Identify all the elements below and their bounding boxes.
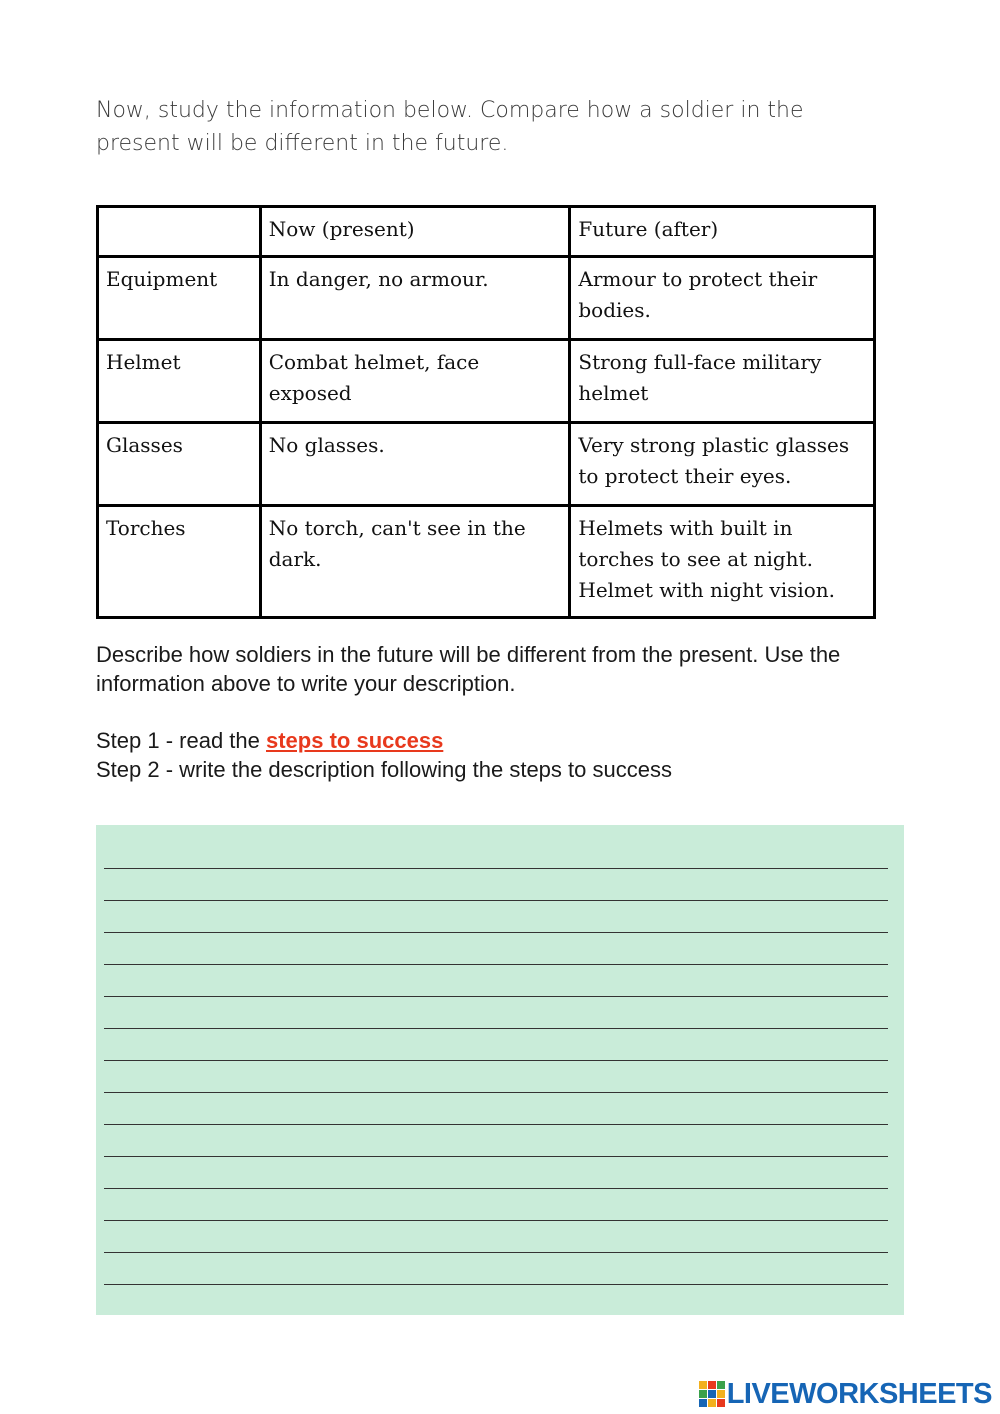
answer-line[interactable] xyxy=(104,1253,888,1285)
comparison-table xyxy=(96,205,876,619)
future-cell: Strong full-face military helmet xyxy=(570,340,875,423)
table-header-row xyxy=(98,207,875,257)
table-row xyxy=(98,506,875,618)
liveworksheets-logo-icon xyxy=(699,1381,725,1407)
now-cell: In danger, no armour. xyxy=(260,257,570,340)
future-line: Helmets with built in torches to see at night. xyxy=(578,516,813,571)
table-row xyxy=(98,423,875,506)
table-row xyxy=(98,257,875,340)
future-cell: Very strong plastic glasses to protect their eyes. xyxy=(570,423,875,506)
header-future: Future (after) xyxy=(570,207,875,257)
step-2: Step 2 - write the description following the steps to success xyxy=(96,757,672,782)
row-label: Helmet xyxy=(98,340,261,423)
header-now: Now (present) xyxy=(260,207,570,257)
steps-list xyxy=(96,726,916,784)
step-1-text: Step 1 - read the xyxy=(96,728,266,753)
row-label: Torches xyxy=(98,506,261,618)
answer-line[interactable] xyxy=(104,965,888,997)
brand-name: LIVEWORKSHEETS xyxy=(726,1377,992,1410)
row-label: Glasses xyxy=(98,423,261,506)
answer-line[interactable] xyxy=(104,1221,888,1253)
now-cell: No glasses. xyxy=(260,423,570,506)
steps-to-success-link[interactable]: steps to success xyxy=(266,728,444,753)
row-label: Equipment xyxy=(98,257,261,340)
answer-line[interactable] xyxy=(104,1189,888,1221)
answer-line[interactable] xyxy=(104,869,888,901)
now-cell: No torch, can't see in the dark. xyxy=(260,506,570,618)
answer-line[interactable] xyxy=(104,901,888,933)
answer-line[interactable] xyxy=(104,1061,888,1093)
describe-instruction: Describe how soldiers in the future will be different from the present. Use the information above to write your description. xyxy=(96,642,841,696)
answer-line[interactable] xyxy=(104,1157,888,1189)
table-row xyxy=(98,340,875,423)
future-cell xyxy=(570,506,875,618)
header-empty-cell xyxy=(98,207,261,257)
answer-line[interactable] xyxy=(104,1125,888,1157)
answer-line[interactable] xyxy=(104,1029,888,1061)
answer-writing-area[interactable] xyxy=(96,825,904,1315)
intro-text: Now, study the information below. Compare how a soldier in the present will be different in the future. xyxy=(96,98,804,156)
brand-footer xyxy=(699,1374,992,1414)
step-1 xyxy=(96,726,916,755)
future-line: Helmet with night vision. xyxy=(578,578,836,602)
answer-line[interactable] xyxy=(104,997,888,1029)
answer-line[interactable] xyxy=(104,837,888,869)
future-cell: Armour to protect their bodies. xyxy=(570,257,875,340)
now-cell: Combat helmet, face exposed xyxy=(260,340,570,423)
answer-line[interactable] xyxy=(104,1093,888,1125)
answer-line[interactable] xyxy=(104,933,888,965)
